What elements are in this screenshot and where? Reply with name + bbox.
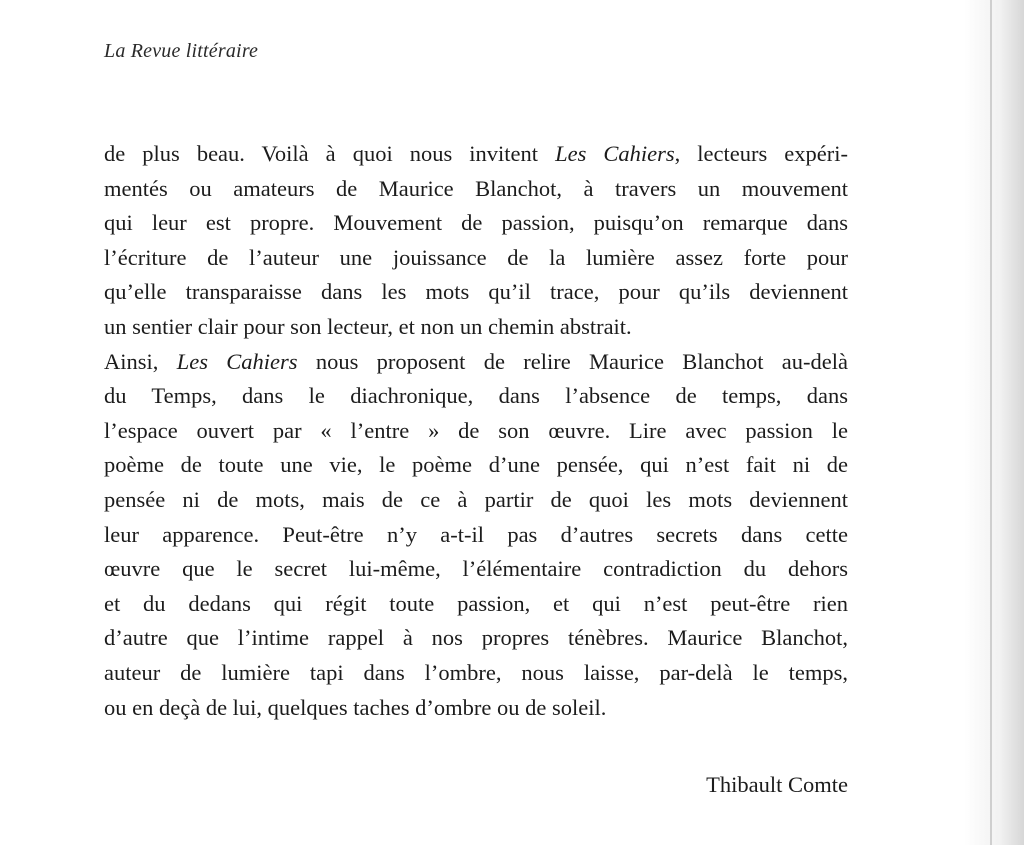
text-segment: et du dedans qui régit toute passion, et qui n’est peut-être rien [104,590,848,616]
text-line [104,691,848,726]
text-segment: l’écriture de l’auteur une jouissance de la lumière assez forte pour [104,244,848,270]
author-signature: Thibault Comte [706,772,848,797]
text-line [104,483,848,518]
text-segment: mentés ou amateurs de Maurice Blanchot, à travers un mouvement [104,175,848,201]
text-line [104,241,848,276]
text-segment: leur apparence. Peut-être n’y a-t-il pas d’autres secrets dans cette [104,521,848,547]
text-line [104,275,848,310]
text-segment: d’autre que l’intime rappel à nos propres ténèbres. Maurice Blanchot, [104,625,848,651]
text-segment: un sentier clair pour son lecteur, et non un chemin abstrait. [104,313,632,339]
italic-title: Les Cahiers [176,348,298,374]
text-line [104,172,848,207]
text-line [104,621,848,656]
text-line [104,448,848,483]
text-line [104,414,848,449]
text-line [104,345,848,380]
text-segment: qu’elle transparaisse dans les mots qu’il trace, pour qu’ils deviennent [104,279,848,305]
text-segment: nous proposent de relire Maurice Blanchot au-delà [297,348,849,374]
page-edge-line [990,0,992,845]
text-segment: œuvre que le secret lui-même, l’élémentaire contradiction du dehors [104,556,848,582]
text-segment: ou en deçà de lui, quelques taches d’ombre ou de soleil. [104,694,607,720]
italic-title: Les Cahiers [555,141,675,166]
text-segment: auteur de lumière tapi dans l’ombre, nous laisse, par-delà le temps, [104,659,848,685]
text-line [104,137,848,172]
text-line [104,518,848,553]
text-segment: pensée ni de mots, mais de ce à partir de quoi les mots deviennent [104,486,848,512]
text-line [104,656,848,691]
text-line [104,310,848,345]
page-edge-shadow [964,0,1024,845]
text-segment: du Temps, dans le diachronique, dans l’absence de temps, dans [104,383,848,409]
article-body [104,137,848,725]
text-line [104,206,848,241]
text-line [104,552,848,587]
running-head-title: La Revue littéraire [104,40,259,62]
text-line [104,379,848,414]
text-line [104,587,848,622]
text-segment: qui leur est propre. Mouvement de passion, puisqu’on remarque dans [104,210,848,236]
text-segment: , lecteurs expéri- [674,141,849,166]
text-segment: Ainsi, [104,348,177,374]
text-segment: poème de toute une vie, le poème d’une pensée, qui n’est fait ni de [104,452,848,478]
text-segment: de plus beau. Voilà à quoi nous invitent [104,141,556,166]
text-segment: l’espace ouvert par « l’entre » de son œuvre. Lire avec passion le [104,417,848,443]
